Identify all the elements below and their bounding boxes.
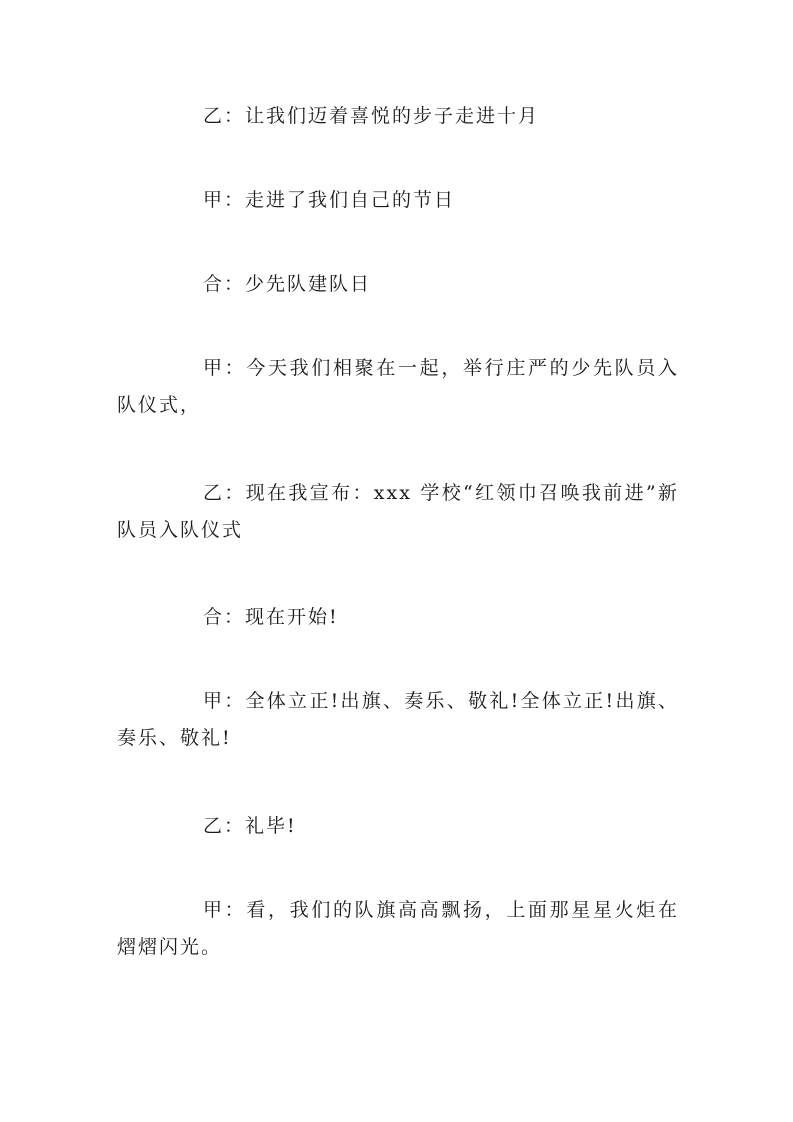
paragraph-8: 乙：礼毕! (203, 815, 297, 837)
paragraph-2: 甲：走进了我们自己的节日 (203, 189, 456, 211)
paragraph-3: 合：少先队建队日 (203, 273, 372, 295)
paragraph-9: 甲：看，我们的队旗高高飘扬，上面那星星火炬在熠熠闪光。 (117, 899, 679, 958)
paragraph-7: 甲：全体立正!出旗、奏乐、敬礼!全体立正!出旗、奏乐、敬礼! (117, 690, 679, 749)
paragraph-5: 乙：现在我宣布：xxx 学校“红领巾召唤我前进”新队员入队仪式 (117, 482, 679, 541)
paragraph-6: 合：现在开始! (203, 606, 339, 628)
paragraph-4: 甲：今天我们相聚在一起，举行庄严的少先队员入队仪式， (117, 357, 679, 416)
paragraph-1: 乙：让我们迈着喜悦的步子走进十月 (203, 105, 540, 127)
